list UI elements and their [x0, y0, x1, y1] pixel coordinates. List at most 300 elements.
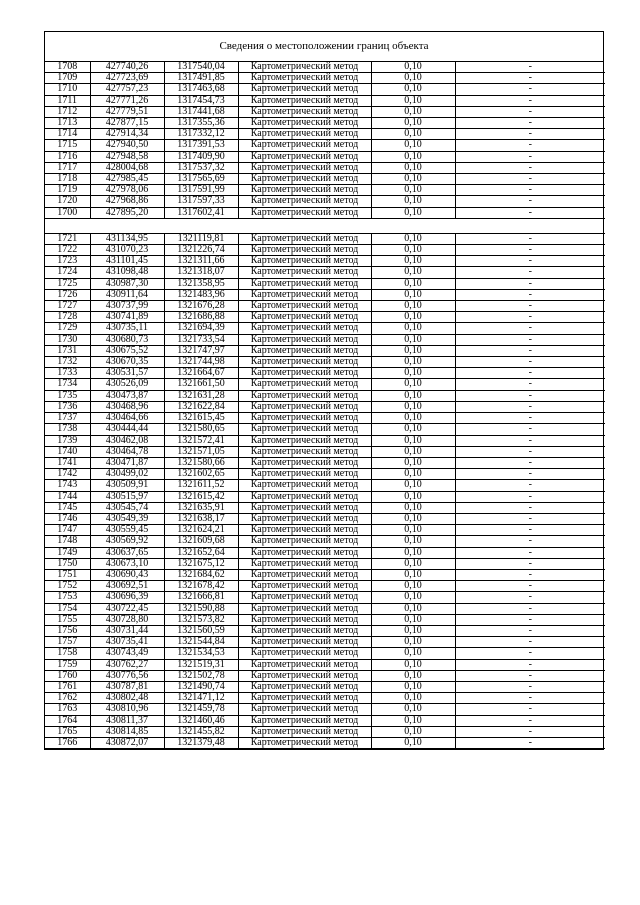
cell-description: - — [455, 726, 605, 737]
cell-coord-x: 427757,23 — [90, 84, 164, 95]
cell-method: Картометрический метод — [238, 637, 371, 648]
cell-accuracy: 0,10 — [371, 446, 455, 457]
cell-description: - — [455, 457, 605, 468]
cell-description: - — [455, 693, 605, 704]
cell-coord-x: 430637,65 — [90, 547, 164, 558]
table-row — [45, 625, 605, 636]
table-row — [45, 603, 605, 614]
cell-coord-y: 1321460,46 — [164, 715, 238, 726]
cell-accuracy: 0,10 — [371, 401, 455, 412]
cell-coord-x: 430762,27 — [90, 659, 164, 670]
cell-coord-y: 1321483,96 — [164, 289, 238, 300]
table-row — [45, 637, 605, 648]
table-title: Сведения о местоположении границ объекта — [45, 32, 603, 62]
cell-description: - — [455, 446, 605, 457]
cell-coord-y: 1321615,45 — [164, 413, 238, 424]
cell-coord-y: 1321694,39 — [164, 323, 238, 334]
cell-coord-y: 1321638,17 — [164, 513, 238, 524]
cell-coord-x: 431134,95 — [90, 233, 164, 244]
cell-coord-x: 431098,48 — [90, 267, 164, 278]
cell-accuracy: 0,10 — [371, 267, 455, 278]
cell-method: Картометрический метод — [238, 413, 371, 424]
cell-coord-x: 430473,87 — [90, 390, 164, 401]
cell-point-number: 1711 — [45, 95, 90, 106]
cell-accuracy: 0,10 — [371, 379, 455, 390]
cell-method: Картометрический метод — [238, 693, 371, 704]
table-row — [45, 140, 605, 151]
cell-point-number: 1760 — [45, 670, 90, 681]
cell-point-number: 1757 — [45, 637, 90, 648]
cell-coord-y: 1321684,62 — [164, 569, 238, 580]
cell-accuracy: 0,10 — [371, 73, 455, 84]
table-row — [45, 334, 605, 345]
cell-description: - — [455, 245, 605, 256]
cell-coord-y: 1321311,66 — [164, 256, 238, 267]
cell-description: - — [455, 614, 605, 625]
cell-coord-x: 430690,43 — [90, 569, 164, 580]
table-row — [45, 245, 605, 256]
cell-method: Картометрический метод — [238, 592, 371, 603]
cell-coord-y: 1321661,50 — [164, 379, 238, 390]
table-row — [45, 737, 605, 748]
table-row — [45, 457, 605, 468]
cell-coord-x: 430545,74 — [90, 502, 164, 513]
cell-coord-x: 427877,15 — [90, 118, 164, 129]
cell-point-number: 1758 — [45, 648, 90, 659]
cell-description: - — [455, 312, 605, 323]
cell-point-number: 1720 — [45, 196, 90, 207]
cell-point-number: 1710 — [45, 84, 90, 95]
cell-point-number: 1743 — [45, 480, 90, 491]
cell-method: Картометрический метод — [238, 457, 371, 468]
table-row — [45, 390, 605, 401]
cell-method: Картометрический метод — [238, 603, 371, 614]
cell-coord-y: 1321678,42 — [164, 581, 238, 592]
cell-description: - — [455, 491, 605, 502]
cell-point-number: 1741 — [45, 457, 90, 468]
cell-method: Картометрический метод — [238, 357, 371, 368]
cell-coord-y: 1321560,59 — [164, 625, 238, 636]
cell-point-number: 1722 — [45, 245, 90, 256]
cell-accuracy: 0,10 — [371, 547, 455, 558]
cell-method: Картометрический метод — [238, 513, 371, 524]
table-row — [45, 413, 605, 424]
cell-method: Картометрический метод — [238, 118, 371, 129]
cell-point-number: 1739 — [45, 435, 90, 446]
cell-coord-x: 430911,64 — [90, 289, 164, 300]
cell-description: - — [455, 185, 605, 196]
cell-accuracy: 0,10 — [371, 569, 455, 580]
cell-description: - — [455, 95, 605, 106]
cell-coord-y: 1321502,78 — [164, 670, 238, 681]
cell-description: - — [455, 670, 605, 681]
cell-coord-y: 1321664,67 — [164, 368, 238, 379]
cell-description: - — [455, 84, 605, 95]
cell-accuracy: 0,10 — [371, 502, 455, 513]
cell-accuracy: 0,10 — [371, 174, 455, 185]
cell-coord-y: 1321666,81 — [164, 592, 238, 603]
coordinates-table — [45, 62, 605, 749]
cell-method: Картометрический метод — [238, 569, 371, 580]
cell-coord-y: 1317491,85 — [164, 73, 238, 84]
cell-point-number: 1738 — [45, 424, 90, 435]
cell-point-number: 1752 — [45, 581, 90, 592]
table-row — [45, 345, 605, 356]
cell-accuracy: 0,10 — [371, 536, 455, 547]
table-row — [45, 536, 605, 547]
cell-method: Картометрический метод — [238, 480, 371, 491]
table-row — [45, 693, 605, 704]
cell-method: Картометрический метод — [238, 245, 371, 256]
table-row — [45, 84, 605, 95]
cell-description: - — [455, 334, 605, 345]
cell-point-number: 1712 — [45, 106, 90, 117]
cell-point-number: 1748 — [45, 536, 90, 547]
cell-coord-x: 430743,49 — [90, 648, 164, 659]
table-row — [45, 256, 605, 267]
cell-coord-x: 430787,81 — [90, 681, 164, 692]
cell-description: - — [455, 413, 605, 424]
cell-description: - — [455, 715, 605, 726]
cell-point-number: 1731 — [45, 345, 90, 356]
cell-description: - — [455, 558, 605, 569]
cell-point-number: 1737 — [45, 413, 90, 424]
cell-coord-x: 430559,45 — [90, 525, 164, 536]
cell-accuracy: 0,10 — [371, 368, 455, 379]
cell-point-number: 1735 — [45, 390, 90, 401]
table-row — [45, 118, 605, 129]
cell-accuracy: 0,10 — [371, 118, 455, 129]
table-row — [45, 558, 605, 569]
cell-coord-y: 1317565,69 — [164, 174, 238, 185]
table-row — [45, 446, 605, 457]
cell-coord-x: 430731,44 — [90, 625, 164, 636]
cell-coord-y: 1321631,28 — [164, 390, 238, 401]
cell-accuracy: 0,10 — [371, 704, 455, 715]
cell-coord-y: 1321358,95 — [164, 278, 238, 289]
cell-coord-y: 1321624,21 — [164, 525, 238, 536]
cell-method: Картометрический метод — [238, 390, 371, 401]
cell-description: - — [455, 379, 605, 390]
table-row — [45, 525, 605, 536]
cell-description: - — [455, 659, 605, 670]
cell-coord-y: 1321580,66 — [164, 457, 238, 468]
cell-method: Картометрический метод — [238, 301, 371, 312]
cell-point-number: 1732 — [45, 357, 90, 368]
cell-coord-y: 1317540,04 — [164, 62, 238, 73]
cell-coord-y: 1321490,74 — [164, 681, 238, 692]
cell-method: Картометрический метод — [238, 151, 371, 162]
cell-coord-x: 427723,69 — [90, 73, 164, 84]
cell-method: Картометрический метод — [238, 334, 371, 345]
cell-method: Картометрический метод — [238, 207, 371, 218]
table-row — [45, 368, 605, 379]
cell-accuracy: 0,10 — [371, 435, 455, 446]
cell-method: Картометрический метод — [238, 73, 371, 84]
cell-method: Картометрический метод — [238, 704, 371, 715]
cell-point-number: 1746 — [45, 513, 90, 524]
cell-coord-x: 430569,92 — [90, 536, 164, 547]
cell-method: Картометрический метод — [238, 547, 371, 558]
table-row — [45, 424, 605, 435]
table-row — [45, 323, 605, 334]
cell-description: - — [455, 278, 605, 289]
cell-method: Картометрический метод — [238, 502, 371, 513]
cell-coord-x: 431070,23 — [90, 245, 164, 256]
cell-description: - — [455, 151, 605, 162]
table-row — [45, 581, 605, 592]
cell-accuracy: 0,10 — [371, 151, 455, 162]
cell-method: Картометрический метод — [238, 256, 371, 267]
cell-point-number: 1719 — [45, 185, 90, 196]
cell-coord-y: 1317463,68 — [164, 84, 238, 95]
cell-coord-x: 427978,06 — [90, 185, 164, 196]
cell-coord-y: 1321544,84 — [164, 637, 238, 648]
cell-coord-x: 427940,50 — [90, 140, 164, 151]
cell-coord-x: 427895,20 — [90, 207, 164, 218]
cell-description: - — [455, 424, 605, 435]
table-row — [45, 569, 605, 580]
cell-accuracy: 0,10 — [371, 637, 455, 648]
cell-accuracy: 0,10 — [371, 693, 455, 704]
cell-description: - — [455, 73, 605, 84]
cell-method: Картометрический метод — [238, 312, 371, 323]
cell-description: - — [455, 625, 605, 636]
cell-coord-x: 427948,58 — [90, 151, 164, 162]
cell-description: - — [455, 502, 605, 513]
table-row — [45, 95, 605, 106]
cell-coord-x: 430728,80 — [90, 614, 164, 625]
cell-description: - — [455, 569, 605, 580]
cell-coord-x: 430499,02 — [90, 469, 164, 480]
table-row — [45, 491, 605, 502]
cell-coord-y: 1317332,12 — [164, 129, 238, 140]
cell-coord-x: 430872,07 — [90, 737, 164, 748]
cell-coord-x: 430735,41 — [90, 637, 164, 648]
cell-description: - — [455, 581, 605, 592]
cell-method: Картометрический метод — [238, 174, 371, 185]
cell-method: Картометрический метод — [238, 106, 371, 117]
table-row — [45, 480, 605, 491]
cell-point-number: 1700 — [45, 207, 90, 218]
cell-point-number: 1726 — [45, 289, 90, 300]
cell-point-number: 1756 — [45, 625, 90, 636]
table-row — [45, 469, 605, 480]
cell-accuracy: 0,10 — [371, 424, 455, 435]
cell-method: Картометрический метод — [238, 162, 371, 173]
cell-accuracy: 0,10 — [371, 185, 455, 196]
table-row — [45, 670, 605, 681]
cell-coord-x: 427771,26 — [90, 95, 164, 106]
cell-method: Картометрический метод — [238, 267, 371, 278]
cell-coord-x: 427968,86 — [90, 196, 164, 207]
cell-coord-y: 1321519,31 — [164, 659, 238, 670]
cell-description: - — [455, 289, 605, 300]
cell-coord-y: 1321590,88 — [164, 603, 238, 614]
table-row — [45, 267, 605, 278]
cell-accuracy: 0,10 — [371, 469, 455, 480]
cell-method: Картометрический метод — [238, 614, 371, 625]
table-row — [45, 185, 605, 196]
cell-coord-y: 1317441,68 — [164, 106, 238, 117]
cell-coord-y: 1321675,12 — [164, 558, 238, 569]
cell-description: - — [455, 129, 605, 140]
cell-coord-y: 1321379,48 — [164, 737, 238, 748]
cell-coord-x: 427914,34 — [90, 129, 164, 140]
cell-description: - — [455, 513, 605, 524]
cell-coord-x: 430444,44 — [90, 424, 164, 435]
cell-coord-x: 430464,78 — [90, 446, 164, 457]
cell-coord-x: 430531,57 — [90, 368, 164, 379]
table-row — [45, 648, 605, 659]
cell-point-number: 1764 — [45, 715, 90, 726]
cell-coord-x: 430810,96 — [90, 704, 164, 715]
cell-method: Картометрический метод — [238, 62, 371, 73]
cell-coord-x: 430696,39 — [90, 592, 164, 603]
cell-accuracy: 0,10 — [371, 345, 455, 356]
cell-accuracy: 0,10 — [371, 334, 455, 345]
cell-coord-x: 430509,91 — [90, 480, 164, 491]
cell-point-number: 1728 — [45, 312, 90, 323]
cell-accuracy: 0,10 — [371, 256, 455, 267]
cell-method: Картометрический метод — [238, 446, 371, 457]
cell-method: Картометрический метод — [238, 345, 371, 356]
cell-coord-y: 1321635,91 — [164, 502, 238, 513]
table-row — [45, 289, 605, 300]
cell-coord-y: 1321747,97 — [164, 345, 238, 356]
cell-method: Картометрический метод — [238, 196, 371, 207]
cell-accuracy: 0,10 — [371, 301, 455, 312]
cell-point-number: 1753 — [45, 592, 90, 603]
cell-accuracy: 0,10 — [371, 603, 455, 614]
table-row — [45, 435, 605, 446]
cell-description: - — [455, 174, 605, 185]
cell-accuracy: 0,10 — [371, 581, 455, 592]
table-row — [45, 547, 605, 558]
group-separator-row — [45, 218, 605, 233]
table-row — [45, 659, 605, 670]
cell-point-number: 1740 — [45, 446, 90, 457]
cell-point-number: 1744 — [45, 491, 90, 502]
cell-coord-y: 1321676,28 — [164, 301, 238, 312]
cell-coord-x: 430987,30 — [90, 278, 164, 289]
cell-point-number: 1724 — [45, 267, 90, 278]
cell-accuracy: 0,10 — [371, 592, 455, 603]
cell-coord-x: 430673,10 — [90, 558, 164, 569]
cell-coord-y: 1321686,88 — [164, 312, 238, 323]
cell-coord-y: 1317355,36 — [164, 118, 238, 129]
table-row — [45, 196, 605, 207]
cell-coord-y: 1321471,12 — [164, 693, 238, 704]
cell-accuracy: 0,10 — [371, 278, 455, 289]
table-row — [45, 129, 605, 140]
cell-point-number: 1736 — [45, 401, 90, 412]
cell-point-number: 1745 — [45, 502, 90, 513]
table-row — [45, 502, 605, 513]
cell-coord-x: 430811,37 — [90, 715, 164, 726]
cell-coord-y: 1317409,90 — [164, 151, 238, 162]
cell-method: Картометрический метод — [238, 140, 371, 151]
cell-description: - — [455, 301, 605, 312]
cell-coord-x: 430735,11 — [90, 323, 164, 334]
cell-coord-x: 430670,35 — [90, 357, 164, 368]
cell-method: Картометрический метод — [238, 289, 371, 300]
cell-description: - — [455, 648, 605, 659]
cell-coord-y: 1321119,81 — [164, 233, 238, 244]
table-row — [45, 726, 605, 737]
table-row — [45, 614, 605, 625]
cell-coord-y: 1321318,07 — [164, 267, 238, 278]
cell-description: - — [455, 140, 605, 151]
cell-method: Картометрический метод — [238, 737, 371, 748]
cell-accuracy: 0,10 — [371, 390, 455, 401]
table-row — [45, 357, 605, 368]
cell-accuracy: 0,10 — [371, 245, 455, 256]
cell-description: - — [455, 547, 605, 558]
cell-point-number: 1755 — [45, 614, 90, 625]
cell-coord-x: 430680,73 — [90, 334, 164, 345]
cell-point-number: 1708 — [45, 62, 90, 73]
cell-description: - — [455, 207, 605, 218]
cell-description: - — [455, 256, 605, 267]
cell-coord-x: 430471,87 — [90, 457, 164, 468]
cell-point-number: 1723 — [45, 256, 90, 267]
cell-point-number: 1717 — [45, 162, 90, 173]
cell-method: Картометрический метод — [238, 659, 371, 670]
cell-description: - — [455, 62, 605, 73]
cell-accuracy: 0,10 — [371, 323, 455, 334]
cell-point-number: 1759 — [45, 659, 90, 670]
cell-accuracy: 0,10 — [371, 196, 455, 207]
cell-accuracy: 0,10 — [371, 457, 455, 468]
cell-method: Картометрический метод — [238, 379, 371, 390]
cell-accuracy: 0,10 — [371, 140, 455, 151]
cell-point-number: 1742 — [45, 469, 90, 480]
cell-description: - — [455, 681, 605, 692]
cell-coord-y: 1321622,84 — [164, 401, 238, 412]
table-row — [45, 62, 605, 73]
cell-coord-y: 1321733,54 — [164, 334, 238, 345]
cell-point-number: 1750 — [45, 558, 90, 569]
cell-point-number: 1747 — [45, 525, 90, 536]
cell-point-number: 1754 — [45, 603, 90, 614]
cell-coord-x: 430741,89 — [90, 312, 164, 323]
cell-description: - — [455, 345, 605, 356]
cell-coord-y: 1321744,98 — [164, 357, 238, 368]
cell-point-number: 1718 — [45, 174, 90, 185]
cell-coord-x: 430776,56 — [90, 670, 164, 681]
cell-accuracy: 0,10 — [371, 413, 455, 424]
cell-description: - — [455, 390, 605, 401]
cell-description: - — [455, 637, 605, 648]
cell-coord-y: 1321580,65 — [164, 424, 238, 435]
cell-method: Картометрический метод — [238, 558, 371, 569]
cell-coord-y: 1321602,65 — [164, 469, 238, 480]
cell-method: Картометрический метод — [238, 469, 371, 480]
cell-accuracy: 0,10 — [371, 84, 455, 95]
cell-method: Картометрический метод — [238, 129, 371, 140]
table-row — [45, 715, 605, 726]
cell-accuracy: 0,10 — [371, 129, 455, 140]
cell-accuracy: 0,10 — [371, 480, 455, 491]
table-row — [45, 513, 605, 524]
cell-description: - — [455, 469, 605, 480]
cell-description: - — [455, 401, 605, 412]
cell-coord-x: 430464,66 — [90, 413, 164, 424]
table-row — [45, 301, 605, 312]
cell-accuracy: 0,10 — [371, 491, 455, 502]
table-row — [45, 704, 605, 715]
